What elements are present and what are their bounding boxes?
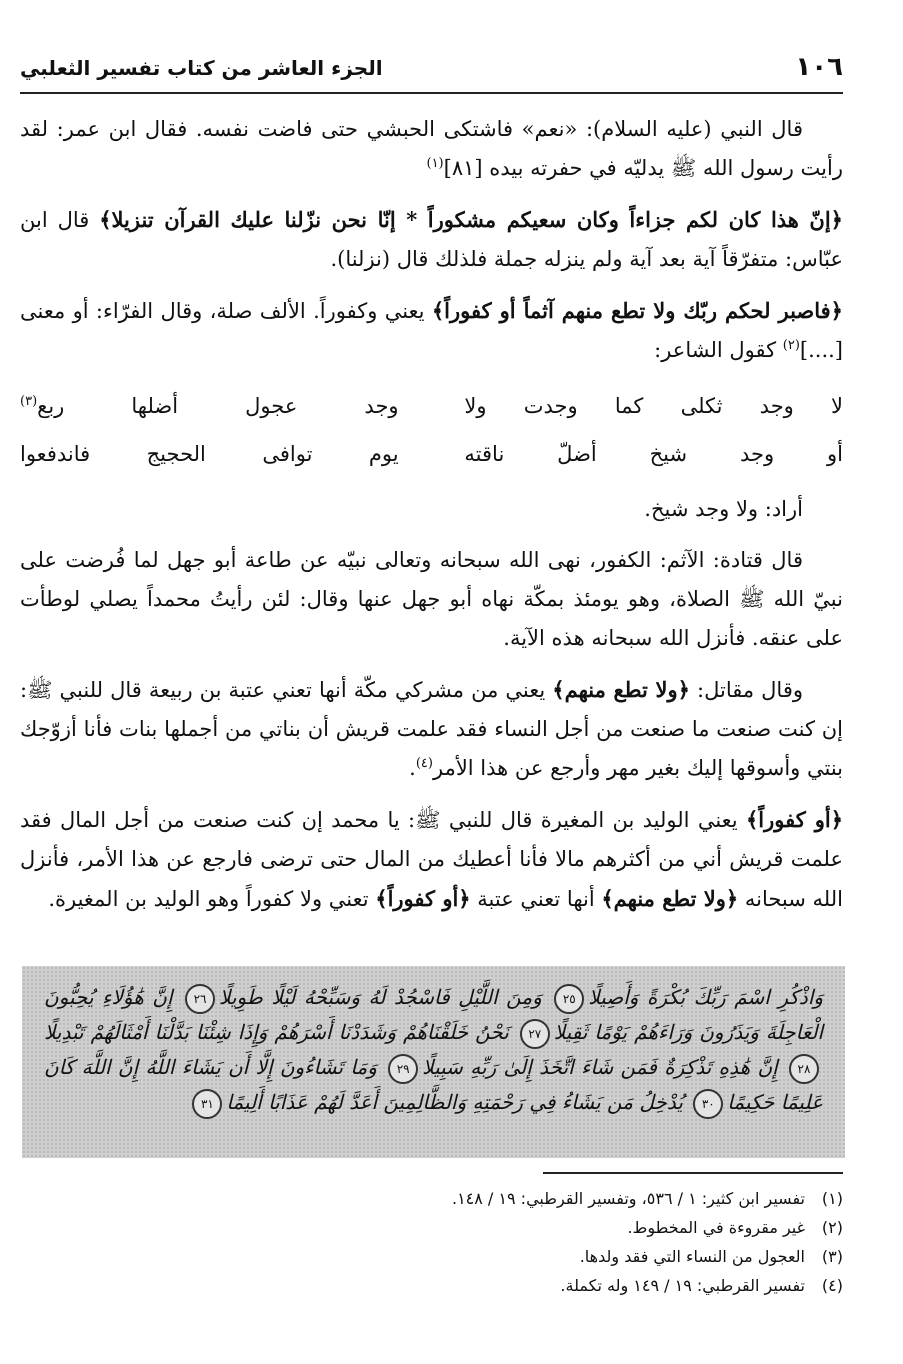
footnote-item <box>20 1184 843 1213</box>
footnote-text: تفسير القرطبي: ١٩ / ١٤٩ وله تكملة. <box>560 1276 805 1295</box>
quran-quote: ﴿أو كفوراً﴾ <box>746 807 844 832</box>
paragraph-4: أراد: ولا وجد شيخ. <box>644 497 803 521</box>
footnote-item <box>20 1271 843 1300</box>
verse-text: وَمَا تَشَاءُونَ إِلَّا أَن يَشَاءَ اللَّهُ إِنَّ اللَّهَ كَانَ عَلِيمًا حَكِيمًا <box>44 1055 823 1114</box>
poem-verse-2 <box>20 430 843 478</box>
quran-quote: ﴿أو كفوراً﴾ <box>375 886 471 911</box>
verse-text: إِنَّ هَٰذِهِ تَذْكِرَةٌ فَمَن شَاءَ اتَّخَذَ إِلَىٰ رَبِّهِ سَبِيلًا <box>422 1055 778 1079</box>
footnotes <box>20 1172 843 1300</box>
footnote-divider <box>543 1172 843 1174</box>
footnote-number: (٢) <box>821 1218 843 1237</box>
quran-quote: ﴿فاصبر لحكم ربّك ولا تطع منهم آثماً أو كفوراً﴾ <box>431 298 843 323</box>
verse-text: وَاذْكُرِ اسْمَ رَبِّكَ بُكْرَةً وَأَصِيلًا <box>588 985 824 1009</box>
poem-hemistich <box>20 387 399 426</box>
paragraph-text: تعني ولا كفوراً وهو الوليد بن المغيرة. <box>48 887 376 911</box>
running-title: الجزء العاشر من كتاب تفسير الثعلبي <box>20 56 383 80</box>
paragraph-1 <box>20 110 843 188</box>
footnote-number: (٤) <box>821 1276 843 1295</box>
paragraph-text: كقول الشاعر: <box>654 338 783 362</box>
quran-verses-box <box>22 966 845 1158</box>
ayah-number-marker: ٢٦ <box>185 984 215 1014</box>
footnote-number: (٣) <box>821 1247 843 1266</box>
paragraph-text: يعني الوليد بن المغيرة قال للنبي ﷺ: يا محمد إن كنت صنعت من أجل المال فقد علمت قريش أني من أكثرهم مالا فأنا أعطيك من المال حتى ترضى فارجع عن هذا الأمر، فأنزل الله سبحانه <box>20 808 843 911</box>
footnote-number: (١) <box>821 1189 843 1208</box>
paragraph-text: وقال مقاتل: <box>689 678 804 702</box>
paragraph-2 <box>20 200 843 279</box>
footnote-ref: (١) <box>426 156 444 171</box>
verse-text: يُدْخِلُ مَن يَشَاءُ فِي رَحْمَتِهِ وَالظَّالِمِينَ أَعَدَّ لَهُمْ عَذَابًا أَلِيمًا <box>226 1090 683 1114</box>
ayah-number-marker: ٢٨ <box>789 1054 819 1084</box>
footnote-item <box>20 1213 843 1242</box>
page-number: ١٠٦ <box>795 52 843 82</box>
quran-quote: ﴿إنّ هذا كان لكم جزاءاً وكان سعيكم مشكوراً * إنّا نحن نزّلنا عليك القرآن تنزيلا﴾ <box>99 207 843 232</box>
page-header <box>20 50 843 94</box>
main-text <box>20 110 843 931</box>
footnote-item <box>20 1242 843 1271</box>
paragraph-text: قال النبي (عليه السلام): «نعم» فاشتكى الحبشي حتى فاضت نفسه. فقال ابن عمر: لقد رأيت رسول الله ﷺ يدليّه في حفرته بيده [٨١] <box>20 117 843 180</box>
ayah-number-marker: ٣١ <box>192 1089 222 1119</box>
ayah-number-marker: ٢٥ <box>554 984 584 1014</box>
ayah-number-marker: ٣٠ <box>693 1089 723 1119</box>
footnote-text: غير مقروءة في المخطوط. <box>627 1218 805 1237</box>
paragraph-text: يعني وكفوراً. الألف صلة، وقال الفرّاء: أو معنى [....] <box>20 299 843 362</box>
poem-hemistich: يوم توافى الحجيج فاندفعوا <box>20 441 399 466</box>
paragraph-3 <box>20 291 843 370</box>
quran-quote: ﴿ولا تطع منهم﴾ <box>552 677 690 702</box>
quran-quote: ﴿ولا تطع منهم﴾ <box>601 886 739 911</box>
poem-hemistich-text: وجد عجول أضلها ربع <box>37 393 399 418</box>
paragraph-text: . <box>409 756 416 780</box>
footnote-text: تفسير ابن كثير: ١ / ٥٣٦، وتفسير القرطبي: ١٩ / ١٤٨. <box>451 1189 805 1208</box>
poem-hemistich: أو وجد شيخ أضلّ ناقته <box>464 441 843 466</box>
paragraph-5: قال قتادة: الآثم: الكفور، نهى الله سبحانه وتعالى نبيّه عن طاعة أبو جهل لما فُرضت على نبيّ الله ﷺ الصلاة، وهو يومئذ بمكّة نهاه أبو جهل عنها وقال: لئن رأيتُ محمداً يصلي لوطأت على عنقه. فأنزل الله سبحانه هذه الآية. <box>20 548 843 650</box>
paragraph-text: يعني من مشركي مكّة أنها تعني عتبة بن ربيعة قال للنبي ﷺ: إن كنت صنعت ما صنعت من أجل النساء فقد علمت قريش أن بناتي من أجملها بنات فأنا أزوّجك بنتي وأسوقها إليك بغير مهر وأرجع عن هذا الأمر <box>20 678 843 780</box>
footnote-ref: (٣) <box>20 393 38 409</box>
verse-text: وَمِنَ اللَّيْلِ فَاسْجُدْ لَهُ وَسَبِّحْهُ لَيْلًا طَوِيلًا <box>219 985 542 1009</box>
paragraph-7 <box>20 800 843 919</box>
poem <box>20 382 843 478</box>
verse-text: نَحْنُ خَلَقْنَاهُمْ وَشَدَدْنَا أَسْرَهُمْ وَإِذَا شِئْنَا بَدَّلْنَا أَمْثَالَهُمْ تَبْدِيلًا <box>44 1020 509 1044</box>
poem-hemistich: لا وجد ثكلى كما وجدت ولا <box>464 393 843 418</box>
verse-text: إِنَّ هَٰؤُلَاءِ يُحِبُّونَ الْعَاجِلَةَ وَيَذَرُونَ وَرَاءَهُمْ يَوْمًا ثَقِيلًا <box>44 985 824 1044</box>
footnote-ref: (٢) <box>782 338 800 353</box>
paragraph-text: قال ابن عبّاس: متفرّقاً آية بعد آية ولم ينزله جملة فلذلك قال (نزلنا). <box>20 208 843 271</box>
ayah-number-marker: ٢٩ <box>388 1054 418 1084</box>
footnote-text: العجول من النساء التي فقد ولدها. <box>579 1247 805 1266</box>
ayah-number-marker: ٢٧ <box>520 1019 550 1049</box>
paragraph-text: أنها تعني عتبة <box>470 887 602 911</box>
paragraph-6 <box>20 670 843 788</box>
footnote-ref: (٤) <box>415 756 433 771</box>
poem-verse-1 <box>20 382 843 430</box>
